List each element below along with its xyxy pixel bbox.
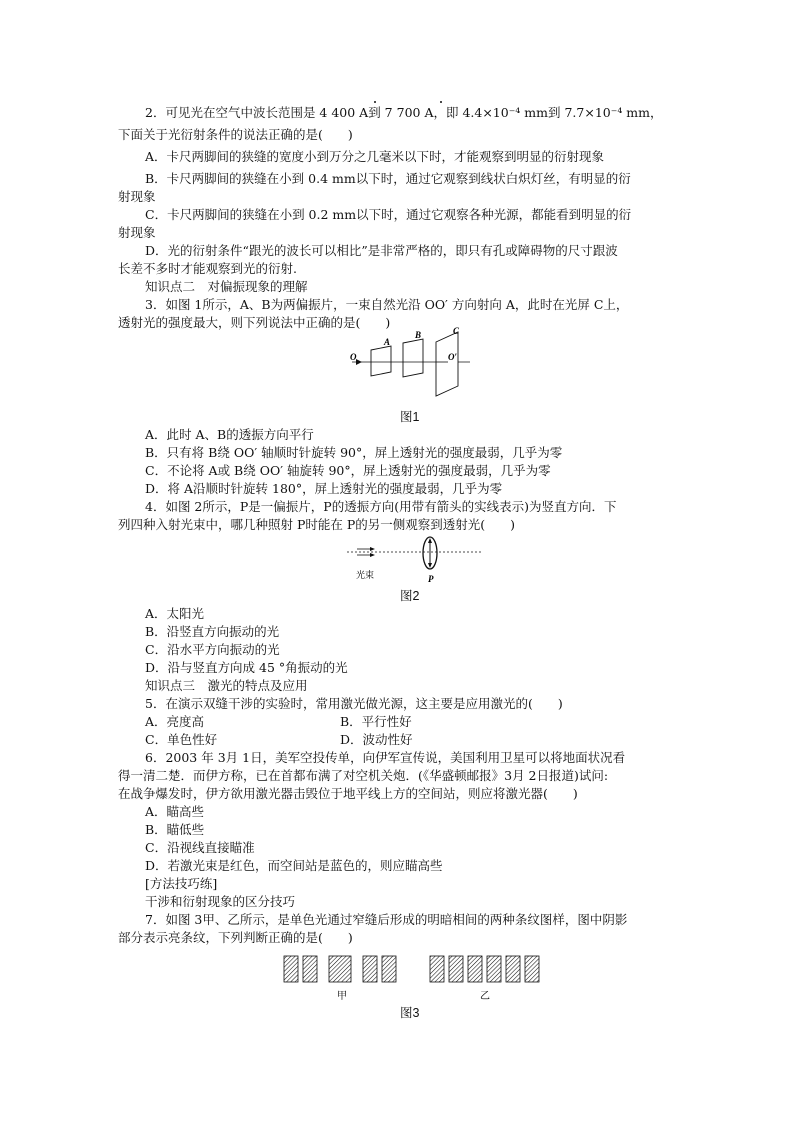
q6-option-a: A．瞄高些 [145,804,205,819]
q2-option-a: A．卡尺两脚间的狭缝的宽度小到万分之几毫米以下时，才能观察到明显的衍射现象 [145,149,605,164]
q5-option-d: D．波动性好 [340,732,413,747]
fringe-bar [525,956,539,982]
light-screen-c [436,332,458,396]
figure-1-polarizers [340,326,480,406]
method-subheading: 干涉和衍射现象的区分技巧 [145,894,296,909]
label-o-prime: O′ [448,352,458,362]
q4-stem-line2: 列四种入射光束中，哪几种照射 P时能在 P的另一侧观察到透射光( ) [118,517,516,532]
q6-stem-line1: 6．2003 年 3月 1日，美军空投传单，向伊军宣传说，美国利用卫星可以将地面状况看 [145,750,626,765]
q7-stem-line2: 部分表示亮条纹，下列判断正确的是( ) [118,930,353,945]
label-b: B [415,330,422,340]
q3-option-a: A．此时 A、B的透振方向平行 [145,427,314,442]
fringe-bar [363,956,377,982]
q2-option-d: D．光的衍射条件“跟光的波长可以相比”是非常严格的，即只有孔或障碍物的尺寸跟波 [145,243,618,258]
q3-stem-line1: 3．如图 1所示，A、B为两偏振片，一束自然光沿 OO′ 方向射向 A，此时在光屏 C上， [145,297,629,312]
method-heading: [方法技巧练] [145,876,218,891]
q4-stem-line1: 4．如图 2所示，P是一偏振片，P的透振方向(用带有箭头的实线表示)为竖直方向．下 [145,499,617,514]
q2-option-c-cont: 射现象 [118,225,156,240]
arrow-icon [356,359,362,365]
arrow-icon [370,553,375,557]
fringe-bar [284,956,298,982]
q2-stem-line1: 2．可见光在空气中波长范围是 4 400 A到 7 700 A，即 4.4×10⁻⁴ mm到 7.7×10⁻⁴ mm， [145,105,663,120]
arrow-icon [370,547,375,551]
pattern-yi [430,956,539,982]
arrow-icon [428,563,432,568]
q4-option-a: A．太阳光 [145,606,205,621]
fringe-bar [430,956,444,982]
q4-option-c: C．沿水平方向振动的光 [145,642,280,657]
label-p: P [428,574,434,584]
q6-stem-line3: 在战争爆发时，伊方欲用激光器击毁位于地平线上方的空间站，则应将激光器( ) [118,786,578,801]
fringe-bar [329,956,351,982]
q5-option-b: B．平行性好 [340,714,412,729]
fringe-bar [382,956,396,982]
q2-option-c: C．卡尺两脚间的狭缝在小到 0.2 mm以下时，通过它观察各种光源，都能看到明显的衍 [145,207,632,222]
figure-3-fringe-patterns [280,954,550,1006]
polarizer-b [403,339,423,377]
fringe-bar [487,956,501,982]
fringe-bar [303,956,317,982]
fringe-bar [468,956,482,982]
figure-3-caption: 图3 [400,1006,420,1020]
fringe-bar [506,956,520,982]
pattern-jia [284,956,396,982]
section-heading-2: 知识点二 对偏振现象的理解 [145,279,308,294]
q5-stem: 5．在演示双缝干涉的实验时，常用激光做光源，这主要是应用激光的( ) [145,696,563,711]
figure-2-polarizer [345,532,485,586]
angstrom-ring-mark [374,101,376,103]
q6-option-b: B．瞄低些 [145,822,205,837]
section-heading-3: 知识点三 激光的特点及应用 [145,678,308,693]
q6-stem-line2: 得一清二楚．而伊方称，已在首都布满了对空机关炮．(《华盛顿邮报》3月 2日报道)试问: [118,768,609,783]
q3-option-b: B．只有将 B绕 OO′ 轴顺时针旋转 90°，屏上透射光的强度最弱，几乎为零 [145,445,563,460]
q5-option-c: C．单色性好 [145,732,218,747]
q2-option-b: B．卡尺两脚间的狭缝在小到 0.4 mm以下时，通过它观察到线状白炽灯丝，有明显的衍 [145,171,631,186]
angstrom-ring-mark [440,101,442,103]
fringe-bar [449,956,463,982]
q4-option-b: B．沿竖直方向振动的光 [145,624,280,639]
q2-option-b-cont: 射现象 [118,189,156,204]
q6-option-d: D．若激光束是红色，而空间站是蓝色的，则应瞄高些 [145,858,443,873]
arrow-icon [428,538,432,543]
figure-1-caption: 图1 [400,410,420,424]
q3-option-d: D．将 A沿顺时针旋转 180°，屏上透射光的强度最弱，几乎为零 [145,481,503,496]
label-beam: 光束 [356,570,375,580]
label-jia: 甲 [337,991,347,1002]
q4-option-d: D．沿与竖直方向成 45 °角振动的光 [145,660,348,675]
label-c: C [453,326,460,336]
label-yi: 乙 [480,991,490,1002]
q6-option-c: C．沿视线直接瞄准 [145,840,255,855]
figure-2-caption: 图2 [400,589,420,603]
polarizer-a [371,346,391,376]
label-a: A [384,337,391,347]
q3-stem-line2: 透射光的强度最大，则下列说法中正确的是( ) [118,315,391,330]
q2-stem-line2: 下面关于光衍射条件的说法正确的是( ) [118,127,353,142]
label-o: O [350,352,357,362]
q5-option-a: A．亮度高 [145,714,205,729]
q7-stem-line1: 7．如图 3甲、乙所示，是单色光通过窄缝后形成的明暗相间的两种条纹图样，图中阴影 [145,912,628,927]
q2-option-d-cont: 长差不多时才能观察到光的衍射. [118,261,297,276]
q3-option-c: C．不论将 A或 B绕 OO′ 轴旋转 90°，屏上透射光的强度最弱，几乎为零 [145,463,551,478]
